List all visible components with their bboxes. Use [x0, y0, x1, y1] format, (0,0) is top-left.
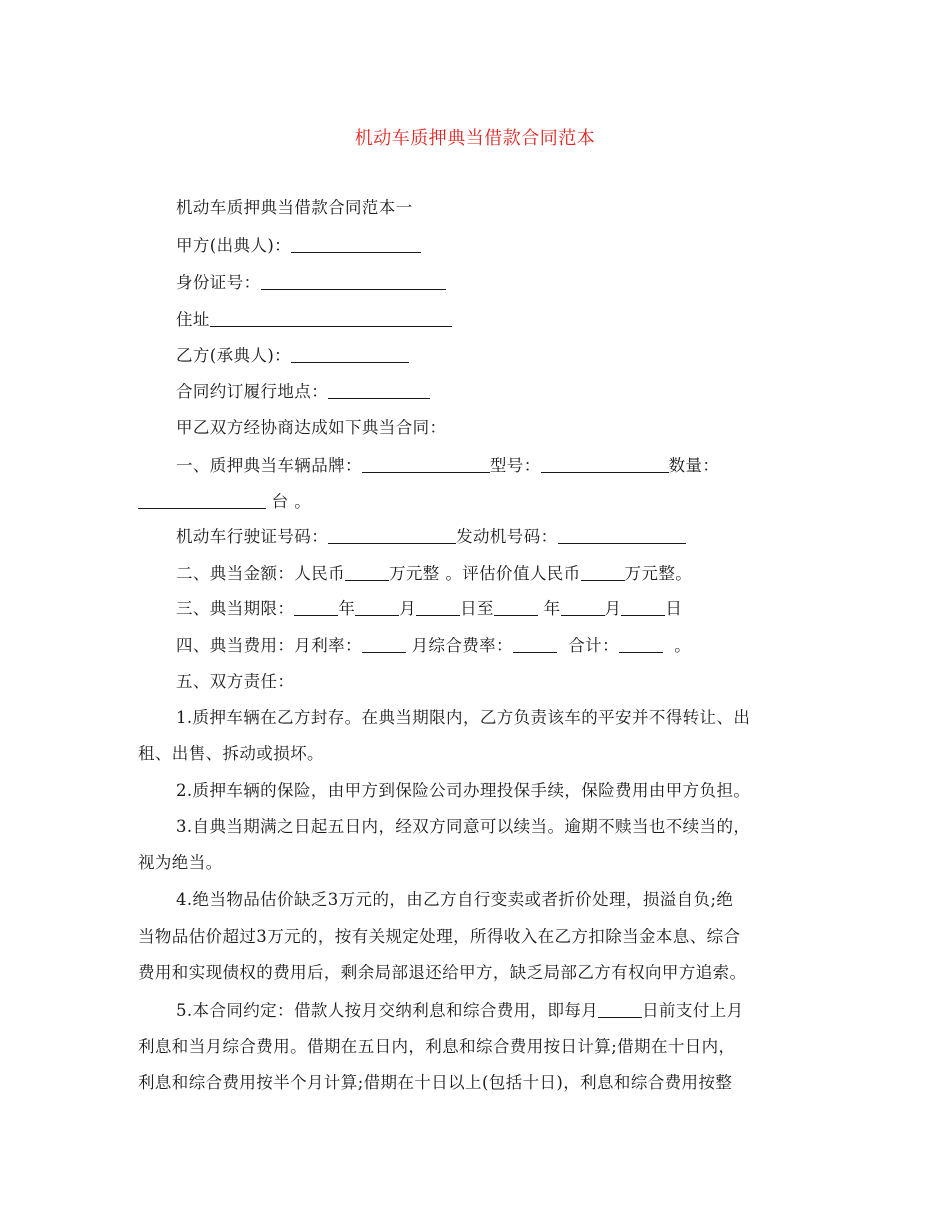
- month-label: 月: [399, 599, 417, 618]
- address-label: 住址: [176, 310, 210, 329]
- total-blank: [619, 636, 663, 653]
- document-title: 机动车质押典当借款合同范本: [354, 128, 596, 149]
- clause5-label: 五、双方责任：: [176, 672, 295, 691]
- item3-line1: 3.自典当期满之日起五日内，经双方同意可以续当。逾期不赎当也不续当的，: [176, 817, 751, 836]
- fee-blank: [513, 636, 557, 653]
- clause2-unit1: 万元整 。评估价值人民币: [389, 564, 581, 583]
- end-month-blank: [561, 599, 605, 616]
- model-blank: [541, 456, 669, 473]
- item5-line1-a: 5.本合同约定：借款人按月交纳利息和综合费用，即每月: [176, 1001, 599, 1020]
- end-year-blank: [494, 599, 538, 616]
- start-month-blank: [355, 599, 399, 616]
- item4-line3: 费用和实现债权的费用后，剩余局部退还给甲方，缺乏局部乙方有权向甲方追索。: [138, 963, 747, 982]
- place-label: 合同约订履行地点：: [176, 382, 329, 401]
- clause4-end: 。: [674, 636, 692, 655]
- brand-blank: [362, 456, 490, 473]
- item5-line3: 利息和综合费用按半个月计算;借期在十日以上(包括十日)，利息和综合费用按整: [138, 1073, 733, 1092]
- party-a-blank: [291, 236, 421, 253]
- qty-line: [138, 491, 311, 513]
- engine-label: 发动机号码：: [456, 527, 558, 546]
- day2-label: 日: [665, 599, 683, 618]
- id-blank: [261, 273, 446, 290]
- valuation-blank: [581, 564, 625, 581]
- item4-line1: 4.绝当物品估价缺乏3万元的，由乙方自行变卖或者折价处理，损溢自负;绝: [176, 890, 734, 909]
- party-b-blank: [291, 346, 409, 363]
- license-label: 机动车行驶证号码：: [176, 527, 329, 546]
- clause1-label: 一、质押典当车辆品牌：: [176, 456, 362, 475]
- start-day-blank: [416, 599, 460, 616]
- year2-label: 年: [543, 599, 561, 618]
- item5-line1: [176, 1000, 744, 1022]
- rate-blank: [362, 636, 406, 653]
- place-blank: [328, 382, 430, 399]
- party-b-line: [176, 345, 409, 367]
- clause4-label: 四、典当费用：月利率：: [176, 636, 362, 655]
- address-blank: [210, 310, 452, 327]
- item3-line2: 视为绝当。: [138, 853, 223, 872]
- license-blank: [328, 527, 456, 544]
- clause2-line: [176, 563, 692, 585]
- qty-label: 数量：: [668, 456, 720, 475]
- license-line: [176, 526, 686, 548]
- item1-line1: 1.质押车辆在乙方封存。在典当期限内，乙方负责该车的平安并不得转让、出: [176, 708, 751, 727]
- item2-line1: 2.质押车辆的保险，由甲方到保险公司办理投保手续，保险费用由甲方负担。: [176, 781, 751, 800]
- clause3-label: 三、典当期限：: [176, 599, 295, 618]
- model-label: 型号：: [489, 456, 541, 475]
- clause2-label: 二、典当金额：人民币: [176, 564, 345, 583]
- item4-line2: 当物品估价超过3万元的，按有关规定处理，所得收入在乙方扣除当金本息、综合: [138, 927, 741, 946]
- qty-unit: 台 。: [271, 492, 312, 511]
- day-to-label: 日至: [460, 599, 494, 618]
- clause2-unit2: 万元整。: [624, 564, 693, 583]
- contract-subtitle: 机动车质押典当借款合同范本一: [176, 198, 413, 217]
- fee-label: 月综合费率：: [411, 636, 513, 655]
- clause3-line: [176, 598, 682, 620]
- total-label: 合计：: [568, 636, 619, 655]
- address-line: [176, 309, 452, 331]
- party-a-line: [176, 235, 421, 257]
- intro-line: 甲乙双方经协商达成如下典当合同：: [176, 418, 447, 437]
- item1-line2: 租、出售、拆动或损坏。: [138, 744, 324, 763]
- place-line: [176, 381, 430, 403]
- party-a-label: 甲方(出典人)：: [176, 236, 292, 255]
- clause4-line: [176, 635, 691, 657]
- item5-line2: 利息和当月综合费用。借期在五日内，利息和综合费用按日计算;借期在十日内，: [138, 1037, 736, 1056]
- pay-day-blank: [598, 1001, 642, 1018]
- start-year-blank: [294, 599, 338, 616]
- engine-blank: [558, 527, 686, 544]
- year-label: 年: [338, 599, 356, 618]
- id-line: [176, 272, 446, 294]
- clause1-line: [176, 455, 719, 477]
- id-label: 身份证号：: [176, 273, 261, 292]
- month2-label: 月: [604, 599, 622, 618]
- item5-line1-b: 日前支付上月: [642, 1001, 744, 1020]
- qty-blank: [138, 492, 266, 509]
- end-day-blank: [621, 599, 665, 616]
- party-b-label: 乙方(承典人)：: [176, 346, 292, 365]
- amount-blank: [345, 564, 389, 581]
